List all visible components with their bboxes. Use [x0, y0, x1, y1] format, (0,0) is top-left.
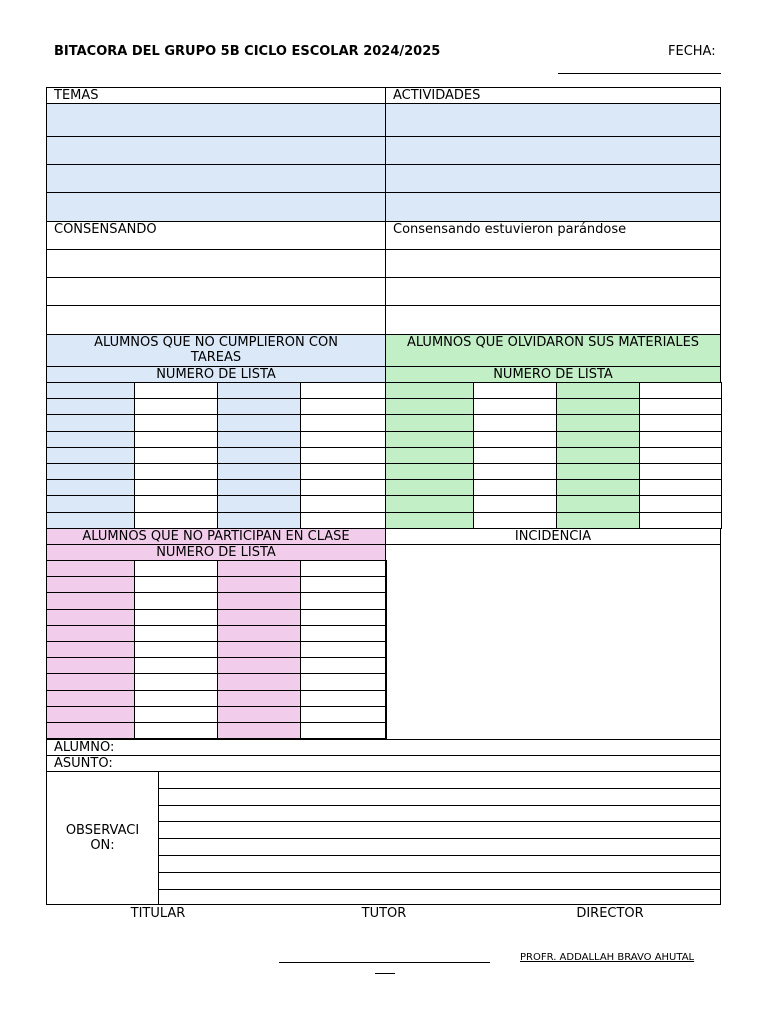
tareas-lista-cell[interactable] [300, 431, 387, 448]
materiales-lista-cell[interactable] [385, 512, 474, 529]
participan-lista-cell[interactable] [46, 609, 135, 626]
bitacora-sheet [46, 87, 721, 905]
tema-row-2[interactable] [46, 136, 386, 165]
participan-lista-cell[interactable] [300, 641, 387, 658]
participan-lista-cell[interactable] [300, 657, 387, 674]
materiales-lista-cell[interactable] [385, 447, 474, 464]
temas-header: TEMAS [46, 87, 386, 104]
tareas-lista-cell[interactable] [46, 512, 135, 529]
tareas-lista-cell[interactable] [46, 479, 135, 496]
materiales-lista-cell[interactable] [639, 512, 722, 529]
observacion-line[interactable] [159, 788, 720, 789]
participan-lista-cell[interactable] [217, 625, 301, 642]
tareas-lista-cell[interactable] [300, 414, 387, 431]
materiales-lista-cell[interactable] [639, 495, 722, 512]
actividad-row-2[interactable] [385, 136, 721, 165]
participan-lista-cell[interactable] [134, 576, 218, 593]
tareas-lista-cell[interactable] [217, 431, 301, 448]
materiales-lista-cell[interactable] [556, 431, 640, 448]
actividades-header: ACTIVIDADES [385, 87, 721, 104]
tareas-lista-cell[interactable] [217, 447, 301, 464]
materiales-lista-cell[interactable] [385, 479, 474, 496]
participan-lista-cell[interactable] [300, 560, 387, 577]
materiales-title: ALUMNOS QUE OLVIDARON SUS MATERIALES [385, 334, 721, 367]
actividad-row-3[interactable] [385, 164, 721, 193]
tareas-lista-cell[interactable] [134, 382, 218, 399]
tareas-numero-lista: NUMERO DE LISTA [46, 366, 386, 383]
materiales-lista-cell[interactable] [639, 463, 722, 480]
observacion-line[interactable] [159, 855, 720, 856]
tareas-lista-cell[interactable] [46, 414, 135, 431]
tareas-lista-cell[interactable] [134, 479, 218, 496]
participan-lista-cell[interactable] [134, 722, 218, 739]
participan-lista-cell[interactable] [46, 673, 135, 690]
tareas-lista-cell[interactable] [46, 398, 135, 415]
tema-row-8[interactable] [46, 305, 386, 335]
tareas-lista-cell[interactable] [300, 382, 387, 399]
materiales-lista-cell[interactable] [556, 447, 640, 464]
observacion-line[interactable] [159, 821, 720, 822]
materiales-lista-cell[interactable] [473, 414, 557, 431]
tareas-lista-cell[interactable] [134, 512, 218, 529]
materiales-lista-cell[interactable] [639, 382, 722, 399]
participan-lista-cell[interactable] [134, 706, 218, 723]
participan-lista-cell[interactable] [134, 560, 218, 577]
tareas-title: ALUMNOS QUE NO CUMPLIERON CON TAREAS [46, 334, 386, 367]
materiales-lista-cell[interactable] [473, 382, 557, 399]
director-name: PROFR. ADDALLAH BRAVO AHUTAL [520, 952, 695, 963]
participan-lista-cell[interactable] [134, 673, 218, 690]
tareas-lista-cell[interactable] [217, 512, 301, 529]
fecha-label: FECHA: [668, 44, 716, 59]
materiales-lista-cell[interactable] [385, 414, 474, 431]
materiales-lista-cell[interactable] [385, 382, 474, 399]
participan-lista-cell[interactable] [46, 706, 135, 723]
tareas-lista-cell[interactable] [134, 431, 218, 448]
tema-consensando[interactable]: CONSENSANDO [46, 221, 386, 250]
materiales-numero-lista: NUMERO DE LISTA [385, 366, 721, 383]
tareas-lista-cell[interactable] [134, 463, 218, 480]
materiales-lista-cell[interactable] [556, 512, 640, 529]
participan-title: ALUMNOS QUE NO PARTICIPAN EN CLASE [46, 528, 386, 545]
tareas-lista-cell[interactable] [300, 479, 387, 496]
actividad-row-8[interactable] [385, 305, 721, 335]
page-title: BITACORA DEL GRUPO 5B CICLO ESCOLAR 2024/2025 [54, 44, 441, 59]
tareas-lista-cell[interactable] [217, 495, 301, 512]
participan-lista-cell[interactable] [134, 592, 218, 609]
tareas-lista-cell[interactable] [300, 463, 387, 480]
observacion-line[interactable] [159, 838, 720, 839]
tema-row-3[interactable] [46, 164, 386, 193]
tareas-lista-cell[interactable] [217, 463, 301, 480]
participan-lista-cell[interactable] [300, 690, 387, 707]
materiales-lista-cell[interactable] [556, 382, 640, 399]
participan-lista-cell[interactable] [217, 706, 301, 723]
materiales-lista-cell[interactable] [639, 414, 722, 431]
tareas-lista-cell[interactable] [46, 495, 135, 512]
materiales-lista-cell[interactable] [473, 463, 557, 480]
participan-lista-cell[interactable] [217, 673, 301, 690]
participan-lista-cell[interactable] [46, 722, 135, 739]
materiales-lista-cell[interactable] [473, 447, 557, 464]
tareas-lista-cell[interactable] [300, 495, 387, 512]
participan-lista-cell[interactable] [46, 592, 135, 609]
materiales-lista-cell[interactable] [556, 479, 640, 496]
tareas-lista-cell[interactable] [134, 398, 218, 415]
participan-lista-cell[interactable] [217, 657, 301, 674]
participan-lista-cell[interactable] [46, 641, 135, 658]
participan-lista-cell[interactable] [217, 722, 301, 739]
firma-tutor: TUTOR [361, 906, 407, 921]
participan-lista-cell[interactable] [134, 657, 218, 674]
tareas-lista-cell[interactable] [134, 414, 218, 431]
participan-lista-cell[interactable] [217, 592, 301, 609]
observacion-area[interactable] [158, 771, 721, 905]
firma-tutor-line[interactable] [279, 962, 490, 963]
tema-row-1[interactable] [46, 103, 386, 137]
actividad-row-7[interactable] [385, 277, 721, 306]
actividad-row-1[interactable] [385, 103, 721, 137]
observacion-label-text: OBSERVACION: [65, 823, 140, 853]
participan-lista-cell[interactable] [134, 625, 218, 642]
tareas-lista-cell[interactable] [46, 447, 135, 464]
participan-lista-cell[interactable] [300, 673, 387, 690]
firma-director: DIRECTOR [576, 906, 644, 921]
tareas-lista-cell[interactable] [217, 382, 301, 399]
materiales-lista-cell[interactable] [473, 398, 557, 415]
participan-lista-cell[interactable] [134, 641, 218, 658]
participan-lista-cell[interactable] [134, 609, 218, 626]
fecha-line[interactable] [558, 73, 721, 74]
tareas-lista-cell[interactable] [134, 447, 218, 464]
tareas-lista-cell[interactable] [300, 512, 387, 529]
materiales-lista-cell[interactable] [473, 479, 557, 496]
alumno-field[interactable]: ALUMNO: [46, 739, 721, 756]
incidencia-title: INCIDENCIA [385, 528, 721, 545]
observacion-line[interactable] [159, 889, 720, 890]
tareas-lista-cell[interactable] [134, 495, 218, 512]
participan-lista-cell[interactable] [46, 576, 135, 593]
actividad-row-4[interactable] [385, 192, 721, 222]
firma-titular: TITULAR [130, 906, 186, 921]
tareas-lista-cell[interactable] [217, 398, 301, 415]
tareas-lista-cell[interactable] [217, 479, 301, 496]
participan-lista-cell[interactable] [46, 625, 135, 642]
participan-lista-cell[interactable] [300, 592, 387, 609]
tema-row-7[interactable] [46, 277, 386, 306]
participan-lista-cell[interactable] [300, 576, 387, 593]
participan-lista-cell[interactable] [134, 690, 218, 707]
materiales-lista-cell[interactable] [639, 479, 722, 496]
actividad-row-6[interactable] [385, 249, 721, 278]
tema-row-6[interactable] [46, 249, 386, 278]
participan-lista-cell[interactable] [217, 690, 301, 707]
materiales-lista-cell[interactable] [385, 431, 474, 448]
materiales-lista-cell[interactable] [639, 398, 722, 415]
participan-lista-cell[interactable] [46, 657, 135, 674]
materiales-lista-cell[interactable] [473, 495, 557, 512]
observacion-label [46, 771, 159, 905]
tema-row-4[interactable] [46, 192, 386, 222]
participan-lista-cell[interactable] [217, 576, 301, 593]
participan-lista-cell[interactable] [300, 706, 387, 723]
participan-lista-cell[interactable] [46, 690, 135, 707]
materiales-lista-cell[interactable] [385, 495, 474, 512]
participan-lista-cell[interactable] [46, 560, 135, 577]
materiales-lista-cell[interactable] [556, 414, 640, 431]
materiales-lista-cell[interactable] [473, 512, 557, 529]
participan-lista-cell[interactable] [217, 641, 301, 658]
materiales-lista-cell[interactable] [385, 463, 474, 480]
tareas-lista-cell[interactable] [46, 431, 135, 448]
participan-lista-cell[interactable] [217, 609, 301, 626]
materiales-lista-cell[interactable] [473, 431, 557, 448]
participan-lista-cell[interactable] [300, 625, 387, 642]
participan-lista-cell[interactable] [217, 560, 301, 577]
materiales-lista-cell[interactable] [385, 398, 474, 415]
materiales-lista-cell[interactable] [556, 398, 640, 415]
tareas-lista-cell[interactable] [46, 382, 135, 399]
tareas-lista-cell[interactable] [217, 414, 301, 431]
incidencia-area[interactable] [385, 544, 721, 740]
materiales-lista-cell[interactable] [639, 447, 722, 464]
tareas-lista-cell[interactable] [300, 447, 387, 464]
participan-lista-cell[interactable] [300, 722, 387, 739]
tareas-lista-cell[interactable] [46, 463, 135, 480]
observacion-line[interactable] [159, 805, 720, 806]
participan-lista-cell[interactable] [300, 609, 387, 626]
observacion-line[interactable] [159, 872, 720, 873]
materiales-lista-cell[interactable] [556, 495, 640, 512]
tareas-lista-cell[interactable] [300, 398, 387, 415]
materiales-lista-cell[interactable] [556, 463, 640, 480]
participan-numero-lista: NUMERO DE LISTA [46, 544, 386, 561]
materiales-lista-cell[interactable] [639, 431, 722, 448]
firma-tutor-line-short [375, 973, 395, 974]
actividad-consensando[interactable]: Consensando estuvieron parándose [385, 221, 721, 250]
asunto-field[interactable]: ASUNTO: [46, 755, 721, 772]
